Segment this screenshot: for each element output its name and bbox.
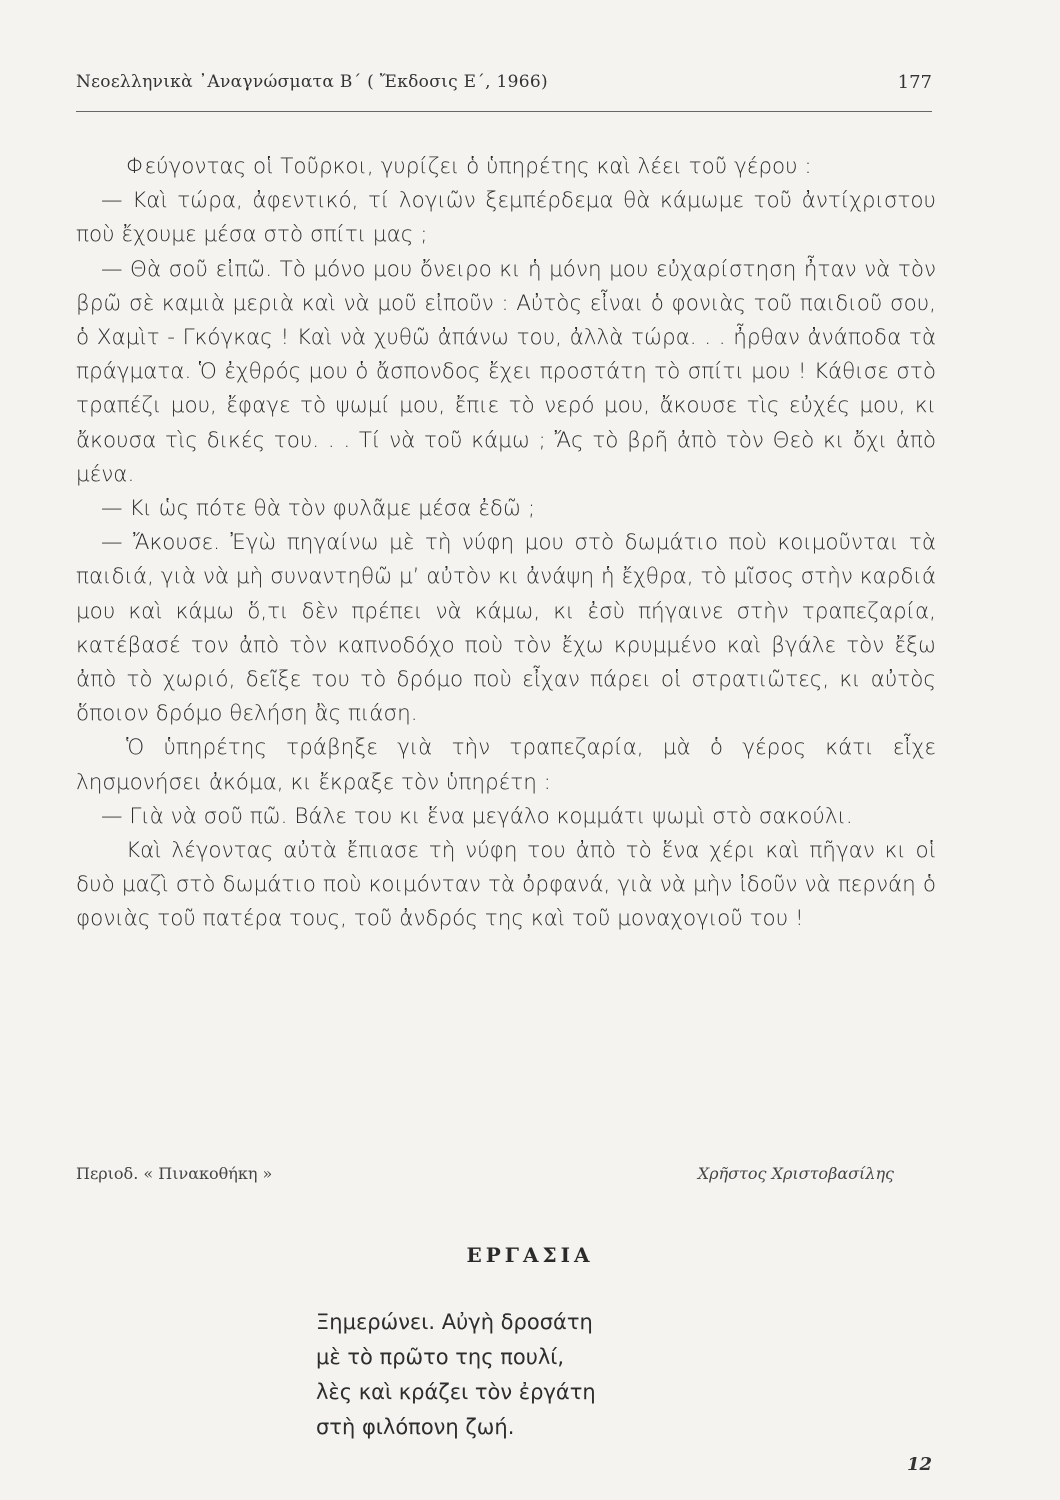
header-rule: [76, 111, 932, 112]
poem-line: Ξημερώνει. Αὐγὴ δροσάτη: [316, 1310, 593, 1334]
paragraph: Καὶ λέγοντας αὐτὰ ἔπιασε τὴ νύφη του ἀπὸ τὸ ἕνα χέρι καὶ πῆγαν κι οἱ δυὸ μαζὶ στὸ δωμάτιο ποὺ κοιμόνταν τὰ ὀρφανά, γιὰ νὰ μὴν ἰδοῦν νὰ περνάη ὁ φονιὰς τοῦ πατέρα τους, τοῦ ἀνδρός της καὶ τοῦ μοναχογιοῦ του !: [76, 838, 936, 932]
paragraph: — Κι ὡς πότε θὰ τὸν φυλᾶμε μέσα ἐδῶ ;: [101, 496, 536, 522]
paragraph: — Γιὰ νὰ σοῦ πῶ. Βάλε του κι ἕνα μεγάλο κομμάτι ψωμὶ στὸ σακούλι.: [101, 803, 853, 829]
paragraph: — Καὶ τώρα, ἀφεντικό, τί λογιῶν ξεμπέρδεμα θὰ κάμωμε τοῦ ἀντίχριστου ποὺ ἔχουμε μέσα στὸ σπίτι μας ;: [76, 188, 936, 248]
prose-body: [76, 150, 936, 937]
poem-line: μὲ τὸ πρῶτο της πουλί,: [316, 1345, 565, 1369]
paragraph: — Θὰ σοῦ εἰπῶ. Τὸ μόνο μου ὄνειρο κι ἡ μόνη μου εὐχαρίστηση ἦταν νὰ τὸν βρῶ σὲ καμιὰ μεριὰ καὶ νὰ μοῦ εἰποῦν : Αὐτὸς εἶναι ὁ φονιὰς τοῦ παιδιοῦ σου, ὁ Χαμὶτ - Γκόγκας ! Καὶ νὰ χυθῶ ἀπάνω του, ἀλλὰ τώρα. . . ἦρθαν ἀνάποδα τὰ πράγματα. Ὁ ἐχθρός μου ὁ ἄσπονδος ἔχει προστάτη τὸ σπίτι μου ! Κάθισε στὸ τραπέζι μου, ἔφαγε τὸ ψωμί μου, ἔπιε τὸ νερό μου, ἄκουσε τὶς εὐχές μου, κι ἄκουσα τὶς δικές του. . . Τί νὰ τοῦ κάμω ; Ἄς τὸ βρῆ ἀπὸ τὸν Θεὸ κι ὄχι ἀπὸ μένα.: [76, 256, 936, 487]
poem-line: στὴ φιλόπονη ζωή.: [316, 1415, 515, 1439]
paragraph: Ὁ ὑπηρέτης τράβηξε γιὰ τὴν τραπεζαρία, μὰ ὁ γέρος κάτι εἶχε λησμονήσει ἀκόμα, κι ἔκραξε τὸν ὑπηρέτη :: [76, 735, 936, 795]
page-number: 177: [897, 72, 932, 93]
attribution-source: Περιοδ. « Πινακοθήκη »: [76, 1164, 273, 1183]
running-title: Νεοελληνικὰ ᾿Αναγνώσματα Β΄ ( Ἔκδοσις Ε΄, 1966): [76, 72, 548, 92]
poem-line: λὲς καὶ κράζει τὸν ἐργάτη: [316, 1380, 596, 1404]
signature-mark: 12: [906, 1454, 932, 1475]
poem-title: ΕΡΓΑΣΙΑ: [466, 1243, 594, 1267]
poem-stanza: [316, 1305, 596, 1445]
paragraph: Φεύγοντας οἱ Τοῦρκοι, γυρίζει ὁ ὑπηρέτης καὶ λέει τοῦ γέρου :: [126, 154, 812, 179]
attribution-author: Χρῆστος Χριστοβασίλης: [697, 1164, 894, 1183]
paragraph: — Ἄκουσε. Ἐγὼ πηγαίνω μὲ τὴ νύφη μου στὸ δωμάτιο ποὺ κοιμοῦνται τὰ παιδιά, γιὰ νὰ μὴ συναντηθῶ μ’ αὐτὸν κι ἀνάψη ἡ ἔχθρα, τὸ μῖσος στὴν καρδιά μου καὶ κάμω ὅ,τι δὲν πρέπει νὰ κάμω, κι ἐσὺ πήγαινε στὴν τραπεζαρία, κατέβασέ τον ἀπὸ τὸν καπνοδόχο ποὺ τὸν ἔχω κρυμμένο καὶ βγάλε τὸν ἔξω ἀπὸ τὸ χωριό, δεῖξε του τὸ δρόμο ποὺ εἶχαν πάρει οἱ στρατιῶτες, κι αὐτὸς ὅποιον δρόμο θελήση ἂς πιάση.: [76, 530, 936, 727]
